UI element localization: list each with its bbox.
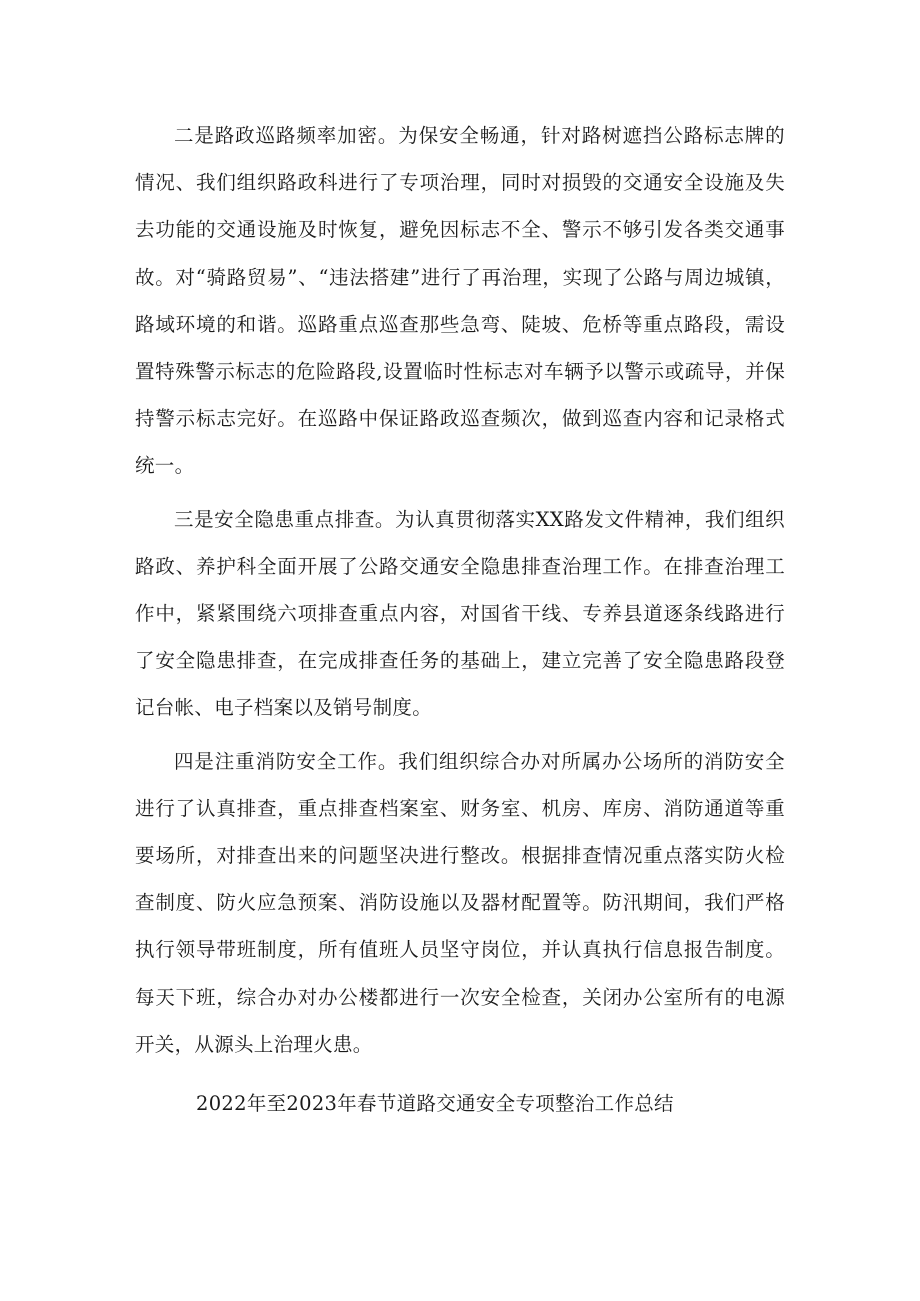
paragraph-hazard-inspection: 三是安全隐患重点排查。为认真贯彻落实XX路发文件精神，我们组织路政、养护科全面开展了公路交通安全隐患排查治理工作。在排查治理工作中，紧紧围绕六项排查重点内容，对国省干线、专养县道逐条线路进行了安全隐患排查，在完成排查任务的基础上，建立完善了安全隐患路段登记台帐、电子档案以及销号制度。 <box>135 507 785 720</box>
summary-heading: 2022年至2023年春节道路交通安全专项整治工作总结 <box>196 1092 674 1116</box>
paragraph-fire-safety: 四是注重消防安全工作。我们组织综合办对所属办公场所的消防安全进行了认真排查，重点排查档案室、财务室、机房、库房、消防通道等重要场所，对排查出来的问题坚决进行整改。根据排查情况重点落实防火检查制度、防火应急预案、消防设施以及器材配置等。防汛期间，我们严格执行领导带班制度，所有值班人员坚守岗位，并认真执行信息报告制度。每天下班，综合办对办公楼都进行一次安全检查，关闭办公室所有的电源开关，从源头上治理火患。 <box>135 749 785 1056</box>
document-body <box>135 112 785 1127</box>
paragraph-patrol-frequency: 二是路政巡路频率加密。为保安全畅通，针对路树遮挡公路标志牌的情况、我们组织路政科进行了专项治理，同时对损毁的交通安全设施及失去功能的交通设施及时恢复，避免因标志不全、警示不够引发各类交通事故。对“骑路贸易”、“违法搭建”进行了再治理，实现了公路与周边城镇，路域环境的和谐。巡路重点巡查那些急弯、陡坡、危桥等重点路段，需设置特殊警示标志的危险路段,设置临时性标志对车辆予以警示或疏导，并保持警示标志完好。在巡路中保证路政巡查频次，做到巡查内容和记录格式统一。 <box>135 124 785 478</box>
